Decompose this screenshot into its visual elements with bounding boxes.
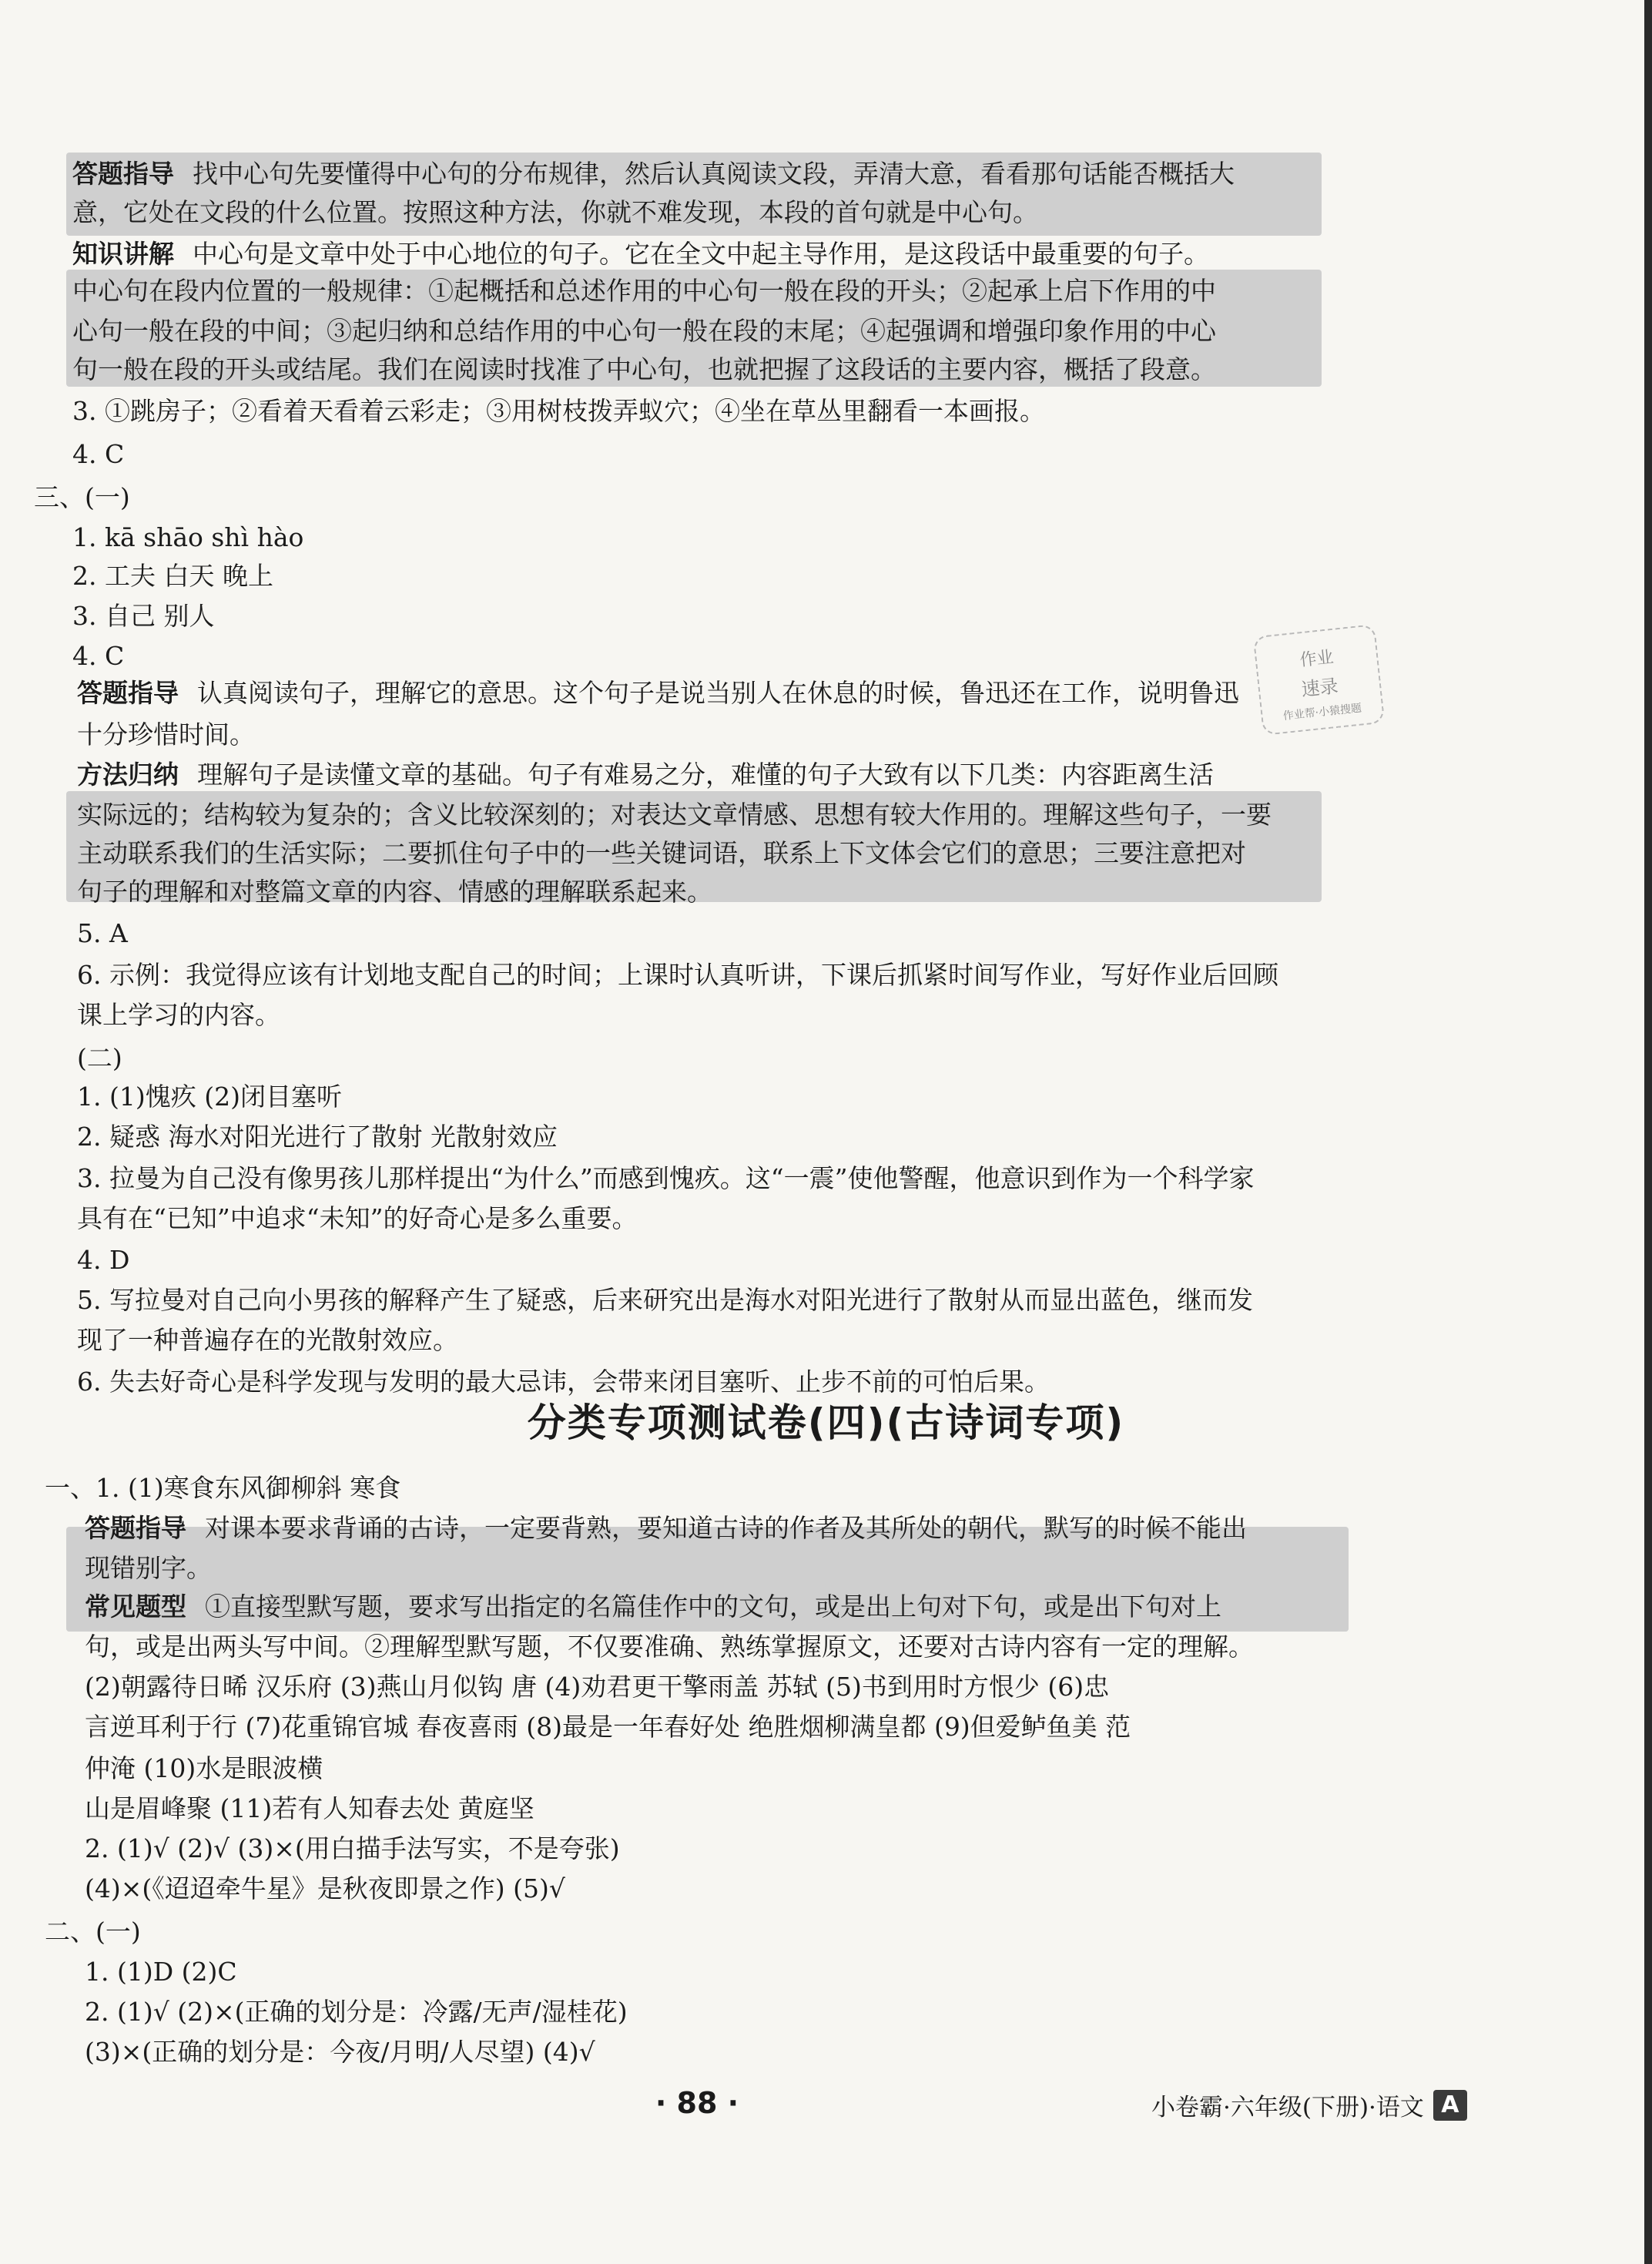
line-text: 言逆耳利于行 (7)花重锦官城 春夜喜雨 (8)最是一年春好处 绝胜烟柳满皇都 (9)但爱鲈鱼美 范 xyxy=(85,1712,1131,1742)
answer-line xyxy=(77,1038,122,1078)
answer-line xyxy=(77,995,280,1035)
line-text: 三、(一) xyxy=(34,482,130,512)
answer-line xyxy=(45,1912,141,1952)
watermark-stamp xyxy=(1253,624,1386,736)
answer-line xyxy=(77,955,1278,995)
line-text: 山是眉峰聚 (11)若有人知春去处 黄庭坚 xyxy=(85,1793,534,1823)
answer-line xyxy=(85,1707,1131,1747)
guide-label: 答题指导 xyxy=(77,678,179,708)
answer-line xyxy=(72,556,273,596)
scan-edge xyxy=(1644,0,1652,2264)
line-text: 句子的理解和对整篇文章的内容、情感的理解联系起来。 xyxy=(77,877,712,907)
line-text: (2)朝露待日晞 汉乐府 (3)燕山月似钩 唐 (4)劝君更干擎雨盖 苏轼 (5)书到用时方恨少 (6)忠 xyxy=(85,1672,1110,1702)
answer-line xyxy=(77,1240,129,1280)
stamp-line2: 速录 xyxy=(1300,675,1339,701)
line-text: 2. (1)√ (2)√ (3)×(用白描手法写实，不是夸张) xyxy=(85,1833,620,1863)
line-text: (3)×(正确的划分是：今夜/月明/人尽望) (4)√ xyxy=(85,2037,595,2067)
answer-line xyxy=(85,1829,620,1869)
answer-guide-line xyxy=(85,1587,1221,1627)
line-text: 理解句子是读懂文章的基础。句子有难易之分，难懂的句子大致有以下几类：内容距离生活 xyxy=(197,760,1214,790)
page-number: · 88 · xyxy=(655,2086,739,2120)
line-text: 3. 拉曼为自己没有像男孩儿那样提出“为什么”而感到愧疚。这“一震”使他警醒，他意识到作为一个科学家 xyxy=(77,1163,1255,1193)
answer-guide-line xyxy=(85,1508,1247,1548)
line-text: 中心句是文章中处于中心地位的句子。它在全文中起主导作用，是这段话中最重要的句子。 xyxy=(193,239,1209,269)
line-text: 4. C xyxy=(72,439,125,469)
line-text: 1. kā shāo shì hào xyxy=(72,522,304,552)
line-text: ①直接型默写题，要求写出指定的名篇佳作中的文句，或是出上句对下句，或是出下句对上 xyxy=(205,1592,1221,1622)
line-text: 5. 写拉曼对自己向小男孩的解释产生了疑惑，后来研究出是海水对阳光进行了散射从而显出蓝色，继而发 xyxy=(77,1285,1253,1315)
answer-line xyxy=(72,271,1216,311)
answer-line xyxy=(77,1320,458,1360)
line-text: 6. 失去好奇心是科学发现与发明的最大忌讳，会带来闭目塞听、止步不前的可怕后果。 xyxy=(77,1367,1050,1397)
answer-line xyxy=(72,350,1216,390)
book-title: 小卷霸·六年级(下册)·语文 xyxy=(1151,2094,1424,2121)
line-text: 1. (1)愧疚 (2)闭目塞听 xyxy=(77,1082,342,1112)
line-text: (4)×(《迢迢牵牛星》是秋夜即景之作) (5)√ xyxy=(85,1873,565,1903)
line-text: 4. C xyxy=(72,641,125,671)
answer-line xyxy=(72,193,1038,233)
answer-line xyxy=(85,1992,628,2032)
line-text: 句，或是出两头写中间。②理解型默写题，不仅要准确、熟练掌握原文，还要对古诗内容有一定的理解。 xyxy=(85,1632,1254,1662)
guide-label: 答题指导 xyxy=(85,1513,186,1543)
answer-line xyxy=(85,1952,237,1992)
line-text: 4. D xyxy=(77,1245,130,1275)
line-text: 现错别字。 xyxy=(85,1553,212,1583)
line-text: 5. A xyxy=(77,918,128,948)
line-text: 二、(一) xyxy=(45,1917,141,1947)
edition-badge: A xyxy=(1433,2090,1467,2121)
answer-line xyxy=(77,1117,558,1157)
line-text: 具有在“已知”中追求“未知”的好奇心是多么重要。 xyxy=(77,1203,638,1233)
line-text: (二) xyxy=(77,1043,122,1073)
answer-line xyxy=(72,596,214,636)
line-text: 2. 疑惑 海水对阳光进行了散射 光散射效应 xyxy=(77,1122,558,1152)
answer-guide-line xyxy=(72,154,1235,194)
line-text: 意，它处在文段的什么位置。按照这种方法，你就不难发现，本段的首句就是中心句。 xyxy=(72,197,1038,227)
answer-line xyxy=(85,1627,1254,1667)
answer-line xyxy=(77,1159,1254,1199)
line-text: 课上学习的内容。 xyxy=(77,1000,280,1030)
answer-line xyxy=(72,311,1216,351)
answer-line xyxy=(77,1280,1253,1320)
stamp-line1: 作业 xyxy=(1298,647,1335,671)
line-text: 中心句在段内位置的一般规律：①起概括和总述作用的中心句一般在段的开头；②起承上启下作用的中 xyxy=(72,276,1216,306)
line-text: 认真阅读句子，理解它的意思。这个句子是说当别人在休息的时候，鲁迅还在工作，说明鲁迅 xyxy=(197,678,1239,708)
answer-line xyxy=(77,715,255,755)
line-text: 心句一般在段的中间；③起归纳和总结作用的中心句一般在段的末尾；④起强调和增强印象作用的中心 xyxy=(72,316,1216,346)
answer-line xyxy=(85,1667,1109,1707)
answer-line xyxy=(72,391,1045,431)
line-text: 2. 工夫 白天 晚上 xyxy=(72,561,273,591)
answer-line xyxy=(85,1749,323,1789)
answer-line xyxy=(77,872,712,912)
answer-guide-line xyxy=(77,673,1239,713)
guide-label: 方法归纳 xyxy=(77,760,179,790)
line-text: 1. (1)D (2)C xyxy=(85,1957,237,1987)
line-text: 现了一种普遍存在的光散射效应。 xyxy=(77,1325,458,1355)
answer-guide-line xyxy=(72,234,1209,274)
answer-line xyxy=(85,2032,595,2072)
line-text: 6. 示例：我觉得应该有计划地支配自己的时间；上课时认真听讲，下课后抓紧时间写作业，写好作业后回顾 xyxy=(77,960,1278,990)
answer-line xyxy=(77,1077,342,1117)
line-text: 实际远的；结构较为复杂的；含义比较深刻的；对表达文章情感、思想有较大作用的。理解这些句子，一要 xyxy=(77,800,1272,830)
line-text: 3. 自己 别人 xyxy=(72,601,215,631)
answer-line xyxy=(85,1548,212,1588)
book-footer xyxy=(1151,2088,1467,2122)
guide-label: 知识讲解 xyxy=(72,239,174,269)
answer-line xyxy=(77,833,1246,874)
line-text: 主动联系我们的生活实际；二要抓住句子中的一些关键词语，联系上下文体会它们的意思；三要注意把对 xyxy=(77,838,1246,868)
section-title: 分类专项测试卷(四)(古诗词专项) xyxy=(527,1400,1125,1445)
line-text: 3. ①跳房子；②看着天看着云彩走；③用树枝拨弄蚁穴；④坐在草丛里翻看一本画报。 xyxy=(72,396,1045,426)
line-text: 一、1. (1)寒食东风御柳斜 寒食 xyxy=(45,1473,401,1503)
line-text: 2. (1)√ (2)×(正确的划分是：冷露/无声/湿桂花) xyxy=(85,1997,628,2027)
answer-guide-line xyxy=(77,755,1214,795)
line-text: 找中心句先要懂得中心句的分布规律，然后认真阅读文段，弄清大意，看看那句话能否概括大 xyxy=(193,159,1235,189)
answer-line xyxy=(77,1199,637,1239)
guide-label: 答题指导 xyxy=(72,159,174,189)
answer-line xyxy=(72,636,124,676)
answer-line xyxy=(85,1789,534,1829)
line-text: 对课本要求背诵的古诗，一定要背熟，要知道古诗的作者及其所处的朝代，默写的时候不能出 xyxy=(205,1513,1247,1543)
guide-label: 常见题型 xyxy=(85,1592,186,1622)
answer-line xyxy=(72,518,303,558)
stamp-line3: 作业帮·小猿搜题 xyxy=(1282,702,1362,723)
answer-line xyxy=(77,914,128,954)
line-text: 句一般在段的开头或结尾。我们在阅读时找准了中心句，也就把握了这段话的主要内容，概括了段意。 xyxy=(72,354,1216,384)
answer-line xyxy=(72,434,124,475)
line-text: 仲淹 (10)水是眼波横 xyxy=(85,1753,323,1783)
answer-line xyxy=(45,1468,400,1508)
answer-line xyxy=(77,795,1272,835)
answer-line xyxy=(85,1869,565,1909)
line-text: 十分珍惜时间。 xyxy=(77,719,255,750)
answer-line xyxy=(34,478,130,518)
